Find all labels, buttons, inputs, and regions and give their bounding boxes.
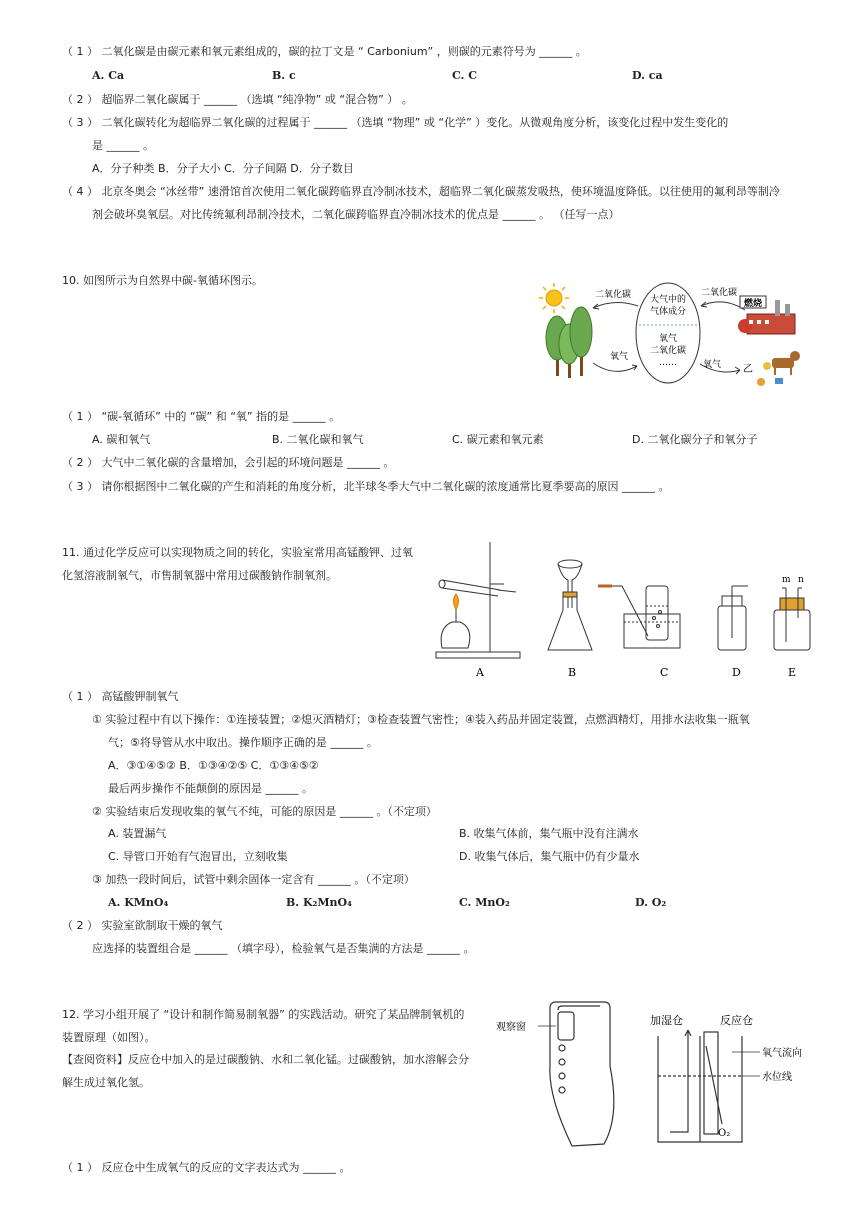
q11-sub3-option-b: B. K₂MnO₄ bbox=[286, 896, 352, 909]
center-label-4: 二氧化碳 bbox=[649, 346, 687, 356]
q11-part2-line2: 应选择的装置组合是 ______ （填字母），检验氧气是否集满的方法是 ______ 。 bbox=[92, 942, 475, 955]
q10-stem: 10. 如图所示为自然界中碳-氧循环图示。 bbox=[62, 274, 263, 287]
center-label-3: 氧气 bbox=[658, 334, 678, 344]
q11-sub3-option-d: D. O₂ bbox=[635, 896, 667, 909]
q10-p1-option-d: D. 二氧化碳分子和氧分子 bbox=[632, 433, 758, 446]
q12-part1: （ 1 ） 反应仓中生成氧气的反应的文字表达式为 ______ 。 bbox=[62, 1161, 351, 1174]
label-a: A bbox=[476, 666, 484, 679]
co2-left-label: 二氧化碳 bbox=[595, 290, 632, 300]
oxygen-generator-figure bbox=[492, 996, 817, 1152]
generator-body bbox=[550, 1002, 614, 1146]
o2-label: O₂ bbox=[718, 1128, 731, 1139]
q12-stem-line2: 装置原理（如图）。 bbox=[62, 1031, 156, 1044]
q10-p1-option-c: C. 碳元素和氧元素 bbox=[452, 433, 544, 446]
q11-sub2: ② 实验结束后发现收集的氧气不纯，可能的原因是 ______ 。（不定项） bbox=[92, 805, 437, 818]
q9-p1-option-c: C. C bbox=[452, 69, 477, 82]
observe-window-label: 观察窗 bbox=[496, 1022, 526, 1033]
q12-info-line1: 【查阅资料】反应仓中加入的是过碳酸钠、水和二氧化锰。过碳酸钠，加水溶解会分 bbox=[62, 1053, 469, 1066]
q12-stem-line1: 12. 学习小组开展了 “设计和制作简易制氧器” 的实践活动。研究了某品牌制氧机的 bbox=[62, 1008, 465, 1021]
q11-sub2-option-b: B. 收集气体前，集气瓶中没有注满水 bbox=[459, 827, 639, 840]
carbon-oxygen-cycle-figure bbox=[535, 278, 810, 388]
q9-part3-options: A．分子种类 B．分子大小 C．分子间隔 D．分子数目 bbox=[92, 162, 354, 175]
trees-icon bbox=[546, 307, 592, 378]
o2-right-label: 氧气 bbox=[703, 360, 722, 370]
q11-sub3: ③ 加热一段时间后，试管中剩余固体一定含有 ______ 。（不定项） bbox=[92, 873, 415, 886]
q10-part2: （ 2 ） 大气中二氧化碳的含量增加，会引起的环境问题是 ______ 。 bbox=[62, 456, 395, 469]
q10-part3: （ 3 ） 请你根据图中二氧化碳的产生和消耗的角度分析，北半球冬季大气中二氧化碳的浓度通常比夏季要高的原因 ______ 。 bbox=[62, 480, 670, 493]
q9-p1-option-d: D. ca bbox=[632, 69, 663, 82]
q11-sub3-option-a: A. KMnO₄ bbox=[108, 896, 169, 909]
reaction-chamber-label: 反应仓 bbox=[720, 1014, 753, 1027]
oxygen-flow-label: 氧气流向 bbox=[762, 1048, 802, 1059]
q11-sub3-option-c: C. MnO₂ bbox=[459, 896, 510, 909]
apparatus-d bbox=[718, 586, 748, 650]
q11-stem-line2: 化氢溶液制氧气，市售制氧器中常用过碳酸钠作制氧剂。 bbox=[62, 569, 337, 582]
animals-icon bbox=[757, 351, 800, 386]
apparatus-b bbox=[548, 560, 592, 650]
q12-info-line2: 解生成过氧化氢。 bbox=[62, 1076, 150, 1089]
label-e: E bbox=[788, 666, 797, 679]
factory-icon bbox=[738, 296, 795, 334]
q10-p1-option-b: B. 二氧化碳和氧气 bbox=[272, 433, 364, 446]
label-n: n bbox=[798, 575, 804, 585]
q9-p1-option-b: B. c bbox=[272, 69, 296, 82]
label-m: m bbox=[782, 575, 791, 585]
q9-part1: （ 1 ） 二氧化碳是由碳元素和氧元素组成的，碳的拉丁文是 “ Carbonium” ，则碳的元素符号为 ______ 。 bbox=[62, 45, 587, 58]
humid-chamber-label: 加湿仓 bbox=[650, 1014, 683, 1027]
water-line-label: 水位线 bbox=[762, 1072, 792, 1083]
label-b: B bbox=[568, 666, 577, 679]
q9-part3-line1: （ 3 ） 二氧化碳转化为超临界二氧化碳的过程属于 ______ （选填 “物理” 或 “化学” ）变化。从微观角度分析，该变化过程中发生变化的 bbox=[62, 116, 729, 129]
q11-sub1-line3: 最后两步操作不能颠倒的原因是 ______ 。 bbox=[108, 782, 313, 795]
label-c: C bbox=[660, 666, 669, 679]
q11-part1: （ 1 ） 高锰酸钾制氧气 bbox=[62, 690, 179, 703]
q11-sub2-option-d: D. 收集气体后，集气瓶中仍有少量水 bbox=[459, 850, 640, 863]
center-label-1: 大气中的 bbox=[649, 295, 687, 305]
q10-p1-option-a: A. 碳和氧气 bbox=[92, 433, 151, 446]
q11-sub1-line2: 气；⑤将导管从水中取出。操作顺序正确的是 ______ 。 bbox=[108, 736, 378, 749]
apparatus-e bbox=[774, 588, 810, 650]
q11-part2: （ 2 ） 实验室欲制取干燥的氧气 bbox=[62, 919, 223, 932]
apparatus-c bbox=[598, 586, 680, 648]
burn-label: 燃烧 bbox=[743, 299, 763, 309]
yi-label: 乙 bbox=[743, 364, 753, 375]
co2-right-label: 二氧化碳 bbox=[701, 288, 738, 298]
label-d: D bbox=[732, 666, 741, 679]
center-label-2: 气体成分 bbox=[649, 307, 687, 317]
q11-sub2-option-c: C. 导管口开始有气泡冒出，立刻收集 bbox=[108, 850, 288, 863]
q9-part2: （ 2 ） 超临界二氧化碳属于 ______ （选填 “纯净物” 或 “混合物” ） 。 bbox=[62, 93, 413, 106]
lab-apparatus-figure bbox=[432, 538, 817, 680]
q11-sub1-line1: ① 实验过程中有以下操作：①连接装置；②熄灭酒精灯；③检查装置气密性；④装入药品并固定装置，点燃酒精灯，用排水法收集一瓶氧 bbox=[92, 713, 750, 726]
generator-section bbox=[658, 1030, 742, 1142]
q11-sub2-option-a: A. 装置漏气 bbox=[108, 827, 167, 840]
q9-part4-line1: （ 4 ） 北京冬奥会 “冰丝带” 速滑馆首次使用二氧化碳跨临界直冷制冰技术，超临界二氧化碳蒸发吸热，使环境温度降低。以往使用的氟利昂等制冷 bbox=[62, 185, 780, 198]
q10-part1: （ 1 ） “碳-氧循环” 中的 “碳” 和 “氧” 指的是 ______ 。 bbox=[62, 410, 341, 423]
center-label-5: …… bbox=[659, 358, 677, 368]
q9-part4-line2: 剂会破坏臭氧层。对比传统氟利昂制冷技术，二氧化碳跨临界直冷制冰技术的优点是 ______ 。 （任写一点） bbox=[92, 208, 620, 221]
o2-left-label: 氧气 bbox=[610, 352, 629, 362]
q11-stem-line1: 11. 通过化学反应可以实现物质之间的转化，实验室常用高锰酸钾、过氧 bbox=[62, 546, 413, 559]
sun-icon bbox=[539, 283, 569, 313]
q9-p1-option-a: A. Ca bbox=[92, 69, 125, 82]
q11-sub1-options: A．③①④⑤② B．①③④②⑤ C．①③④⑤② bbox=[108, 759, 319, 772]
apparatus-a bbox=[436, 542, 520, 658]
q9-part3-line2: 是 ______ 。 bbox=[92, 139, 154, 152]
